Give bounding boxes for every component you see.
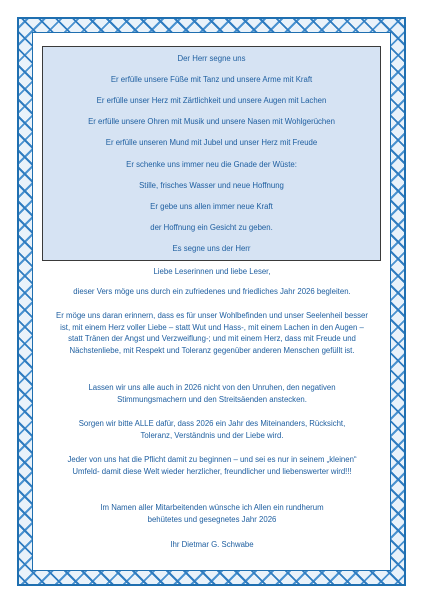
blessing-line: Er gebe uns allen immer neue Kraft	[150, 202, 273, 211]
paragraph-together: Sorgen wir bitte ALLE dafür, dass 2026 ein Jahr des Miteinanders, Rücksicht, Toleranz, Verständnis und der Liebe wird.	[78, 419, 346, 440]
blessing-line: Stille, frisches Wasser und neue Hoffnung	[139, 181, 284, 190]
signature: Ihr Dietmar G. Schwabe	[170, 540, 254, 549]
blessing-box	[42, 46, 381, 261]
intro-line: dieser Vers möge uns durch ein zufriedenes und friedliches Jahr 2026 begleiten.	[73, 287, 351, 296]
blessing-line: der Hoffnung ein Gesicht zu geben.	[150, 223, 273, 232]
blessing-line: Er erfülle unser Herz mit Zärtlichkeit und unsere Augen mit Lachen	[96, 96, 327, 105]
paragraph-unrest: Lassen wir uns alle auch in 2026 nicht von den Unruhen, den negativen Stimmungsmachern und den Streitsäenden anstecken.	[88, 383, 336, 404]
blessing-line: Er erfülle unsere Ohren mit Musik und unsere Nasen mit Wohlgerüchen	[88, 117, 335, 126]
paragraph-wellbeing: Er möge uns daran erinnern, dass es für unser Wohlbefinden und unser Seelenheil besser ist, mit einem Herz voller Liebe – statt Wut und Hass-, mit einem Lachen in den Augen – statt Tränen der Angst und Verzweiflung-; und mit einem Herz, dass mit Freude und Nächstenliebe, mit Respekt und Toleranz gegenüber anderen Menschen gefüllt ist.	[56, 311, 368, 355]
salutation: Liebe Leserinnen und liebe Leser,	[153, 267, 271, 276]
paragraph-duty: Jeder von uns hat die Pflicht damit zu beginnen – und sei es nur in seinem „kleinen“ Umfeld- damit diese Welt wieder herzlicher, freundlicher und liebenswerter wird!!!	[67, 455, 357, 476]
blessing-line: Er schenke uns immer neu die Gnade der Wüste:	[126, 160, 297, 169]
paragraph-wishes: Im Namen aller Mitarbeitenden wünsche ich Allen ein rundherum behütetes und gesegnetes Jahr 2026	[100, 503, 324, 524]
blessing-line: Der Herr segne uns	[177, 54, 246, 63]
blessing-line: Es segne uns der Herr	[172, 244, 251, 253]
blessing-line: Er erfülle unsere Füße mit Tanz und unsere Arme mit Kraft	[110, 75, 313, 84]
blessing-line: Er erfülle unseren Mund mit Jubel und unser Herz mit Freude	[105, 138, 318, 147]
